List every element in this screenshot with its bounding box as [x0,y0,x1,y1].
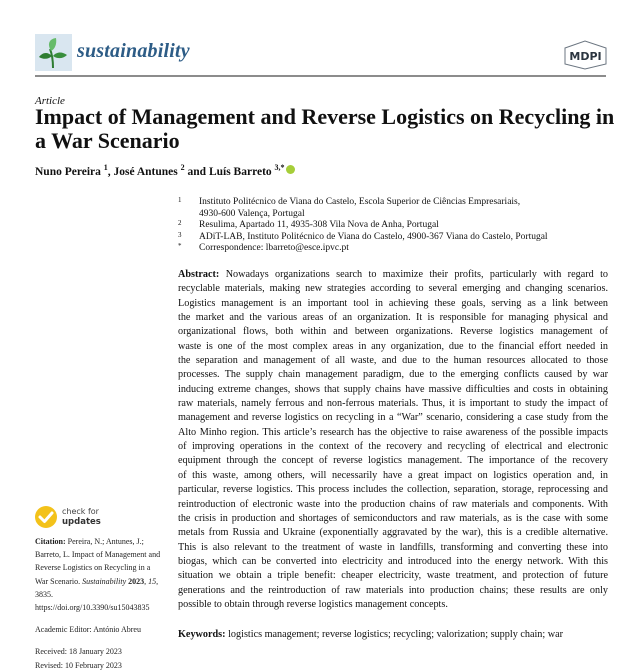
check-for-updates-button[interactable] [35,506,165,530]
abstract-text: Nowadays organizations search to maximize their profits, particularly with regard to [225,269,608,280]
check-updates-line2: updates [62,517,101,527]
citation-journal: Sustainability [82,576,127,586]
abstract-line: inducing extreme changes, shows that supply chains have massive difficulties and costs in obtaining [178,383,608,395]
abstract-label: Abstract: [178,269,220,280]
journal-name[interactable]: sustainability [77,40,190,62]
affiliation-item [178,232,548,244]
affiliation-item [178,197,548,220]
affiliation-number: 3 [178,230,182,239]
abstract-line: possible to obtain through reverse logistics management concepts. [178,598,448,610]
author-affil-sup: 2 [180,163,185,172]
affiliations [178,197,548,255]
author-name[interactable]: José Antunes [113,165,178,178]
abstract-line: raw materials, namely ferrous and non-ferrous materials. Thus, it is important to study the impact of [178,398,608,410]
abstract-line: This is also relevant to the treatment of waste in landfills, transforming and converting these into [178,541,608,553]
citation-label: Citation: [35,537,66,546]
abstract-line: management and reverse logistics on recycling in a “War” scenario, considering a case study from the [178,412,608,424]
article-type: Article [35,95,65,107]
abstract-line: reintroduction of electronic waste into the production chains of raw materials and components. With [178,498,608,510]
abstract-line [178,268,608,282]
affiliation-number: 1 [178,196,182,204]
checkmark-icon [35,506,57,528]
affiliation-number: * [178,242,182,251]
author-affil-sup: 1 [103,163,108,172]
keywords-text: logistics management; reverse logistics; recycling; valorization; supply chain; war [228,629,564,640]
correspondence-email[interactable]: Correspondence: lbarreto@esce.ipvc.pt [199,243,349,254]
academic-editor: Academic Editor: António Abreu [35,625,141,635]
correspondence-item [178,243,548,255]
author-affil-sup: 3,* [274,163,285,172]
abstract-line: waste is one of the most complex areas in any organization, due to the financial effort needed in [178,340,608,352]
abstract-line: of this waste, among others, will necessarily have a great impact on logistics operation and, in [178,469,608,481]
affiliation-line: ADiT-LAB, Instituto Politécnico de Viana do Castelo, 4900-367 Viana do Castelo, Portugal [199,231,548,242]
abstract-line: equipment through the concept of reverse logistics management. The importance of the recovery [178,455,608,467]
author-separator: and [184,165,209,178]
journal-logo [35,34,72,71]
author-name[interactable]: Luís Barreto [208,165,272,178]
abstract-line: situation we obtain a triple benefit: cheaper electricity, waste treatment, and protection of future [178,570,608,582]
abstract-line: generations and the reintroduction of raw materials into production chains; these results are only [178,584,608,596]
check-updates-line1: check for [62,507,99,516]
affiliation-line: Resulima, Apartado 11, 4935-308 Vila Nova de Anha, Portugal [199,220,439,231]
author-list [35,163,295,178]
citation-volume: 15 [148,576,157,586]
author-name[interactable]: Nuno Pereira [35,165,101,178]
abstract-line: Logistics management is an important tool in achieving these goals, serving as a link between [178,297,608,309]
affiliation-line: 4930-600 Valença, Portugal [199,208,305,219]
abstract-line: Alto Minho region. This article’s research has the objective to raise awareness of the possible impacts [178,426,608,438]
author-separator: , [107,165,114,178]
affiliation-item [178,220,548,232]
abstract-line: of improving operations in the context of the recovery and recycling of electrical and electronic [178,441,608,453]
affiliation-number: 2 [178,219,182,228]
publisher-logo[interactable] [561,40,610,70]
article-title: Impact of Management and Reverse Logistics on Recycling in a War Scenario [35,104,615,153]
abstract-line: metals from Russia and Ukraine (exponentially aggravated by the war), this is a credible alternative. [178,527,608,539]
citation-text: Pereira, N.; Antunes, J.; Barreto, L. Impact of Management and Reverse Logistics on Recycling in a War Scenario. [35,537,161,586]
sprout-icon [35,34,72,71]
citation-doi[interactable]: , 3835. https://doi.org/10.3390/su15043835 [35,576,159,613]
abstract-line: the crisis in production and shortages of semiconductors and raw materials, as is the case with some [178,512,608,524]
abstract-line: the market and the various areas of an organization. It is responsible for managing physical and [178,312,608,324]
abstract [178,268,608,612]
header-divider [35,75,606,77]
affiliation-line: Instituto Politécnico de Viana do Castelo, Escola Superior de Ciências Empresariais, [199,197,521,207]
received-date: Received: 18 January 2023 [35,647,122,657]
abstract-line: processes. The supply chain management paradigm, due to the emerging conflicts caused by war [178,369,608,381]
revised-date: Revised: 10 February 2023 [35,660,122,670]
abstract-line: particular, reverse logistics. This process includes the collection, separation, storage, reprocessing and [178,484,608,496]
keywords-label: Keywords: [178,629,226,640]
abstract-line: biogas, which can be converted into electricity and introduced into the energy network. With this [178,555,608,567]
citation: Citation: Pereira, N.; Antunes, J.; Barreto, L. Impact of Management and Reverse Logistics on Recycling in a War Scenario. Sustainability 2023, 15, 3835. https://doi.org/10.3390/su15043835 [35,537,161,613]
keywords [178,629,563,640]
abstract-line: recyclable materials, making new strategies according to several emerging and changing scenarios. [178,283,608,295]
publisher-logo-text: MDPI [569,50,602,63]
citation-year: 2023 [128,576,145,586]
article-sidebar [35,535,165,672]
abstract-line: organizational flows, both within and between organizations. Reverse logistics management of [178,326,608,338]
orcid-icon[interactable] [286,165,295,174]
abstract-line: the separation and management of all waste, and due to the human resources allocated to those [178,355,608,367]
